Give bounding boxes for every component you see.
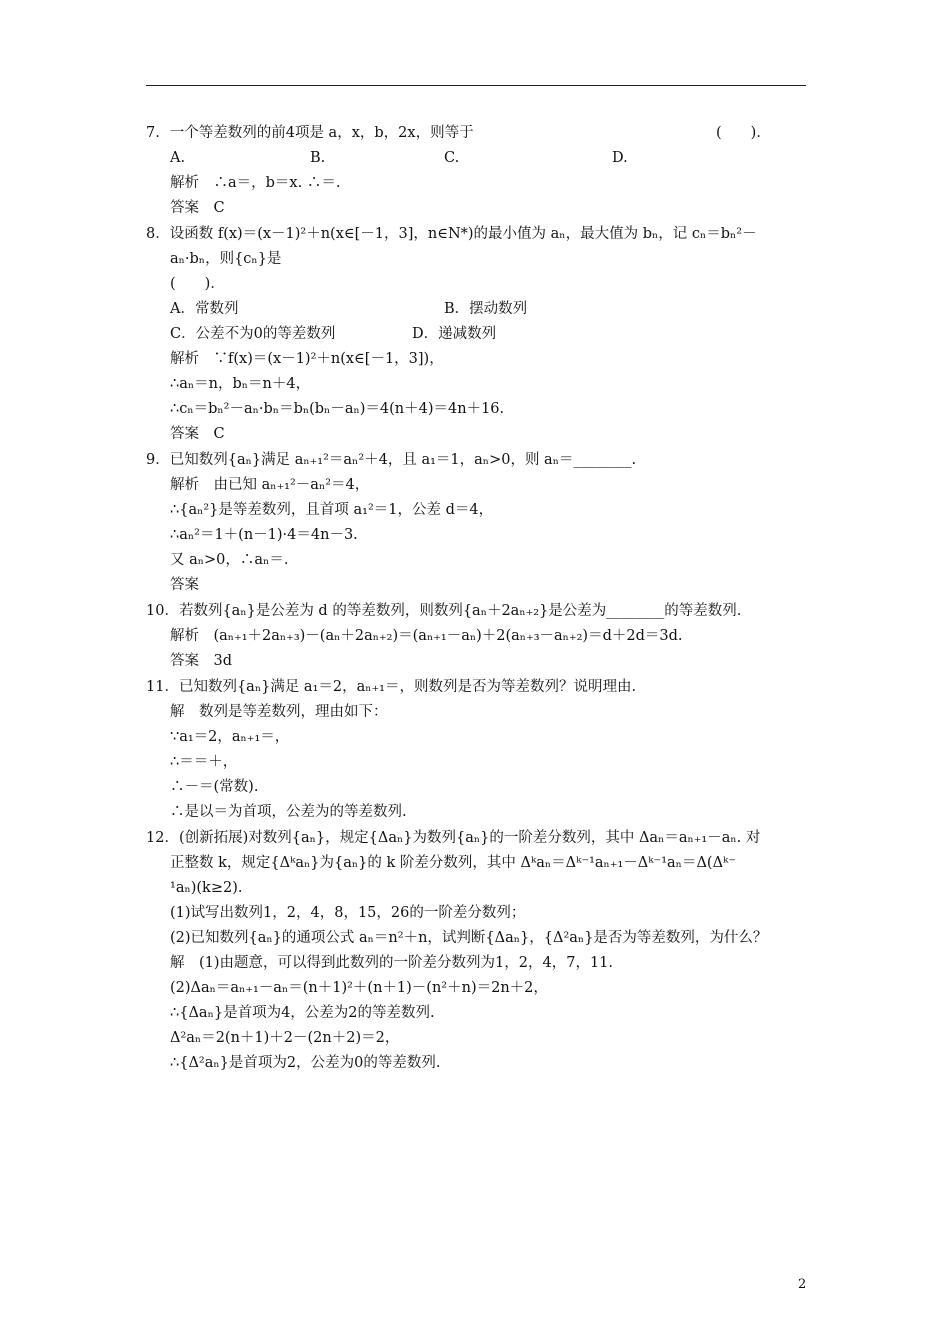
q8-option-d: D．递减数列 xyxy=(412,326,497,342)
q12-solution-line3: ∴{Δaₙ}是首项为4，公差为2的等差数列. xyxy=(170,1005,435,1021)
q7-option-a: A. xyxy=(170,150,186,166)
q8-option-b: B．摆动数列 xyxy=(444,301,528,317)
q9-stem: 9．已知数列{aₙ}满足 aₙ₊₁²＝aₙ²＋4，且 a₁＝1，aₙ>0，则 aₙ＝________. xyxy=(146,452,637,468)
q8-option-c: C．公差不为0的等差数列 xyxy=(170,326,336,342)
q12-solution-line1: 解 (1)由题意，可以得到此数列的一阶差分数列为1，2，4，7，11. xyxy=(170,955,613,971)
q8-answer: 答案 C xyxy=(170,426,225,442)
q11-stem: 11．已知数列{aₙ}满足 a₁＝2，aₙ₊₁＝，则数列是否为等差数列？说明理由. xyxy=(146,679,637,695)
q12-solution-line4: Δ²aₙ＝2(n＋1)＋2－(2n＋2)＝2， xyxy=(170,1030,400,1046)
q12-stem-line2: 正整数 k，规定{Δᵏaₙ}为{aₙ}的 k 阶差分数列，其中 Δᵏaₙ＝Δᵏ⁻¹aₙ₊₁－Δᵏ⁻¹aₙ＝Δ(Δᵏ⁻ xyxy=(170,855,736,871)
q12-stem-line1: 12．(创新拓展)对数列{aₙ}，规定{Δaₙ}为数列{aₙ}的一阶差分数列，其中 Δaₙ＝aₙ₊₁－aₙ. 对 xyxy=(146,830,761,846)
q8-analysis-line3: ∴cₙ＝bₙ²－aₙ·bₙ＝bₙ(bₙ－aₙ)＝4(n＋4)＝4n＋16. xyxy=(170,401,505,417)
q8-stem-line1: 8．设函数 f(x)＝(x－1)²＋n(x∈[－1，3]，n∈N*)的最小值为 aₙ，最大值为 bₙ，记 cₙ＝bₙ²－ xyxy=(146,226,757,242)
q8-stem-line2: aₙ·bₙ，则{cₙ}是 xyxy=(170,251,282,267)
q11-solution-line2: ∵a₁＝2，aₙ₊₁＝， xyxy=(170,729,290,745)
q8-answer-bracket: ( )． xyxy=(170,276,225,292)
q11-solution-line4: ∴－＝(常数). xyxy=(170,779,259,795)
q9-analysis-line4: 又 aₙ>0，∴aₙ＝. xyxy=(170,552,289,568)
q10-stem: 10．若数列{aₙ}是公差为 d 的等差数列，则数列{aₙ＋2aₙ₊₂}是公差为________的等差数列. xyxy=(146,603,742,619)
q8-option-a: A．常数列 xyxy=(170,301,239,317)
q7-answer-bracket: ( )． xyxy=(716,125,771,141)
header-rule xyxy=(146,85,806,86)
q11-solution-line3: ∴＝＝＋， xyxy=(170,754,238,770)
q12-solution-line2: (2)Δaₙ＝aₙ₊₁－aₙ＝(n＋1)²＋(n＋1)－(n²＋n)＝2n＋2， xyxy=(170,980,548,996)
q9-analysis-line3: ∴aₙ²＝1＋(n－1)·4＝4n－3. xyxy=(170,527,358,543)
q12-part1: (1)试写出数列1，2，4，8，15，26的一阶差分数列； xyxy=(170,905,526,921)
q9-answer: 答案 xyxy=(170,577,199,593)
q7-stem: 7．一个等差数列的前4项是 a，x，b，2x，则等于 xyxy=(146,125,474,141)
q7-answer: 答案 C xyxy=(170,200,225,216)
q7-option-c: C. xyxy=(444,150,460,166)
q12-solution-line5: ∴{Δ²aₙ}是首项为2，公差为0的等差数列. xyxy=(170,1055,441,1071)
q8-analysis-line2: ∴aₙ＝n，bₙ＝n＋4， xyxy=(170,376,311,392)
page-number: 2 xyxy=(798,1277,807,1292)
q7-analysis: 解析 ∴a＝，b＝x. ∴＝. xyxy=(170,175,341,191)
q12-stem-line3: ¹aₙ)(k≥2). xyxy=(170,880,243,896)
q11-solution-line5: ∴是以＝为首项，公差为的等差数列. xyxy=(170,804,407,820)
q9-analysis-line2: ∴{aₙ²}是等差数列，且首项 a₁²＝1，公差 d＝4， xyxy=(170,502,494,518)
q9-analysis-line1: 解析 由已知 aₙ₊₁²－aₙ²＝4， xyxy=(170,477,370,493)
q12-part2: (2)已知数列{aₙ}的通项公式 aₙ＝n²＋n，试判断{Δaₙ}，{Δ²aₙ}是否为等差数列，为什么？ xyxy=(170,930,768,946)
q10-answer: 答案 3d xyxy=(170,653,233,669)
q7-option-d: D. xyxy=(612,150,628,166)
q11-solution-line1: 解 数列是等差数列，理由如下： xyxy=(170,704,388,720)
q7-option-b: B. xyxy=(310,150,326,166)
q8-analysis-line1: 解析 ∵f(x)＝(x－1)²＋n(x∈[－1，3])， xyxy=(170,351,444,367)
q10-analysis: 解析 (aₙ₊₁＋2aₙ₊₃)－(aₙ＋2aₙ₊₂)＝(aₙ₊₁－aₙ)＋2(aₙ₊₃－aₙ₊₂)＝d＋2d＝3d. xyxy=(170,628,683,644)
